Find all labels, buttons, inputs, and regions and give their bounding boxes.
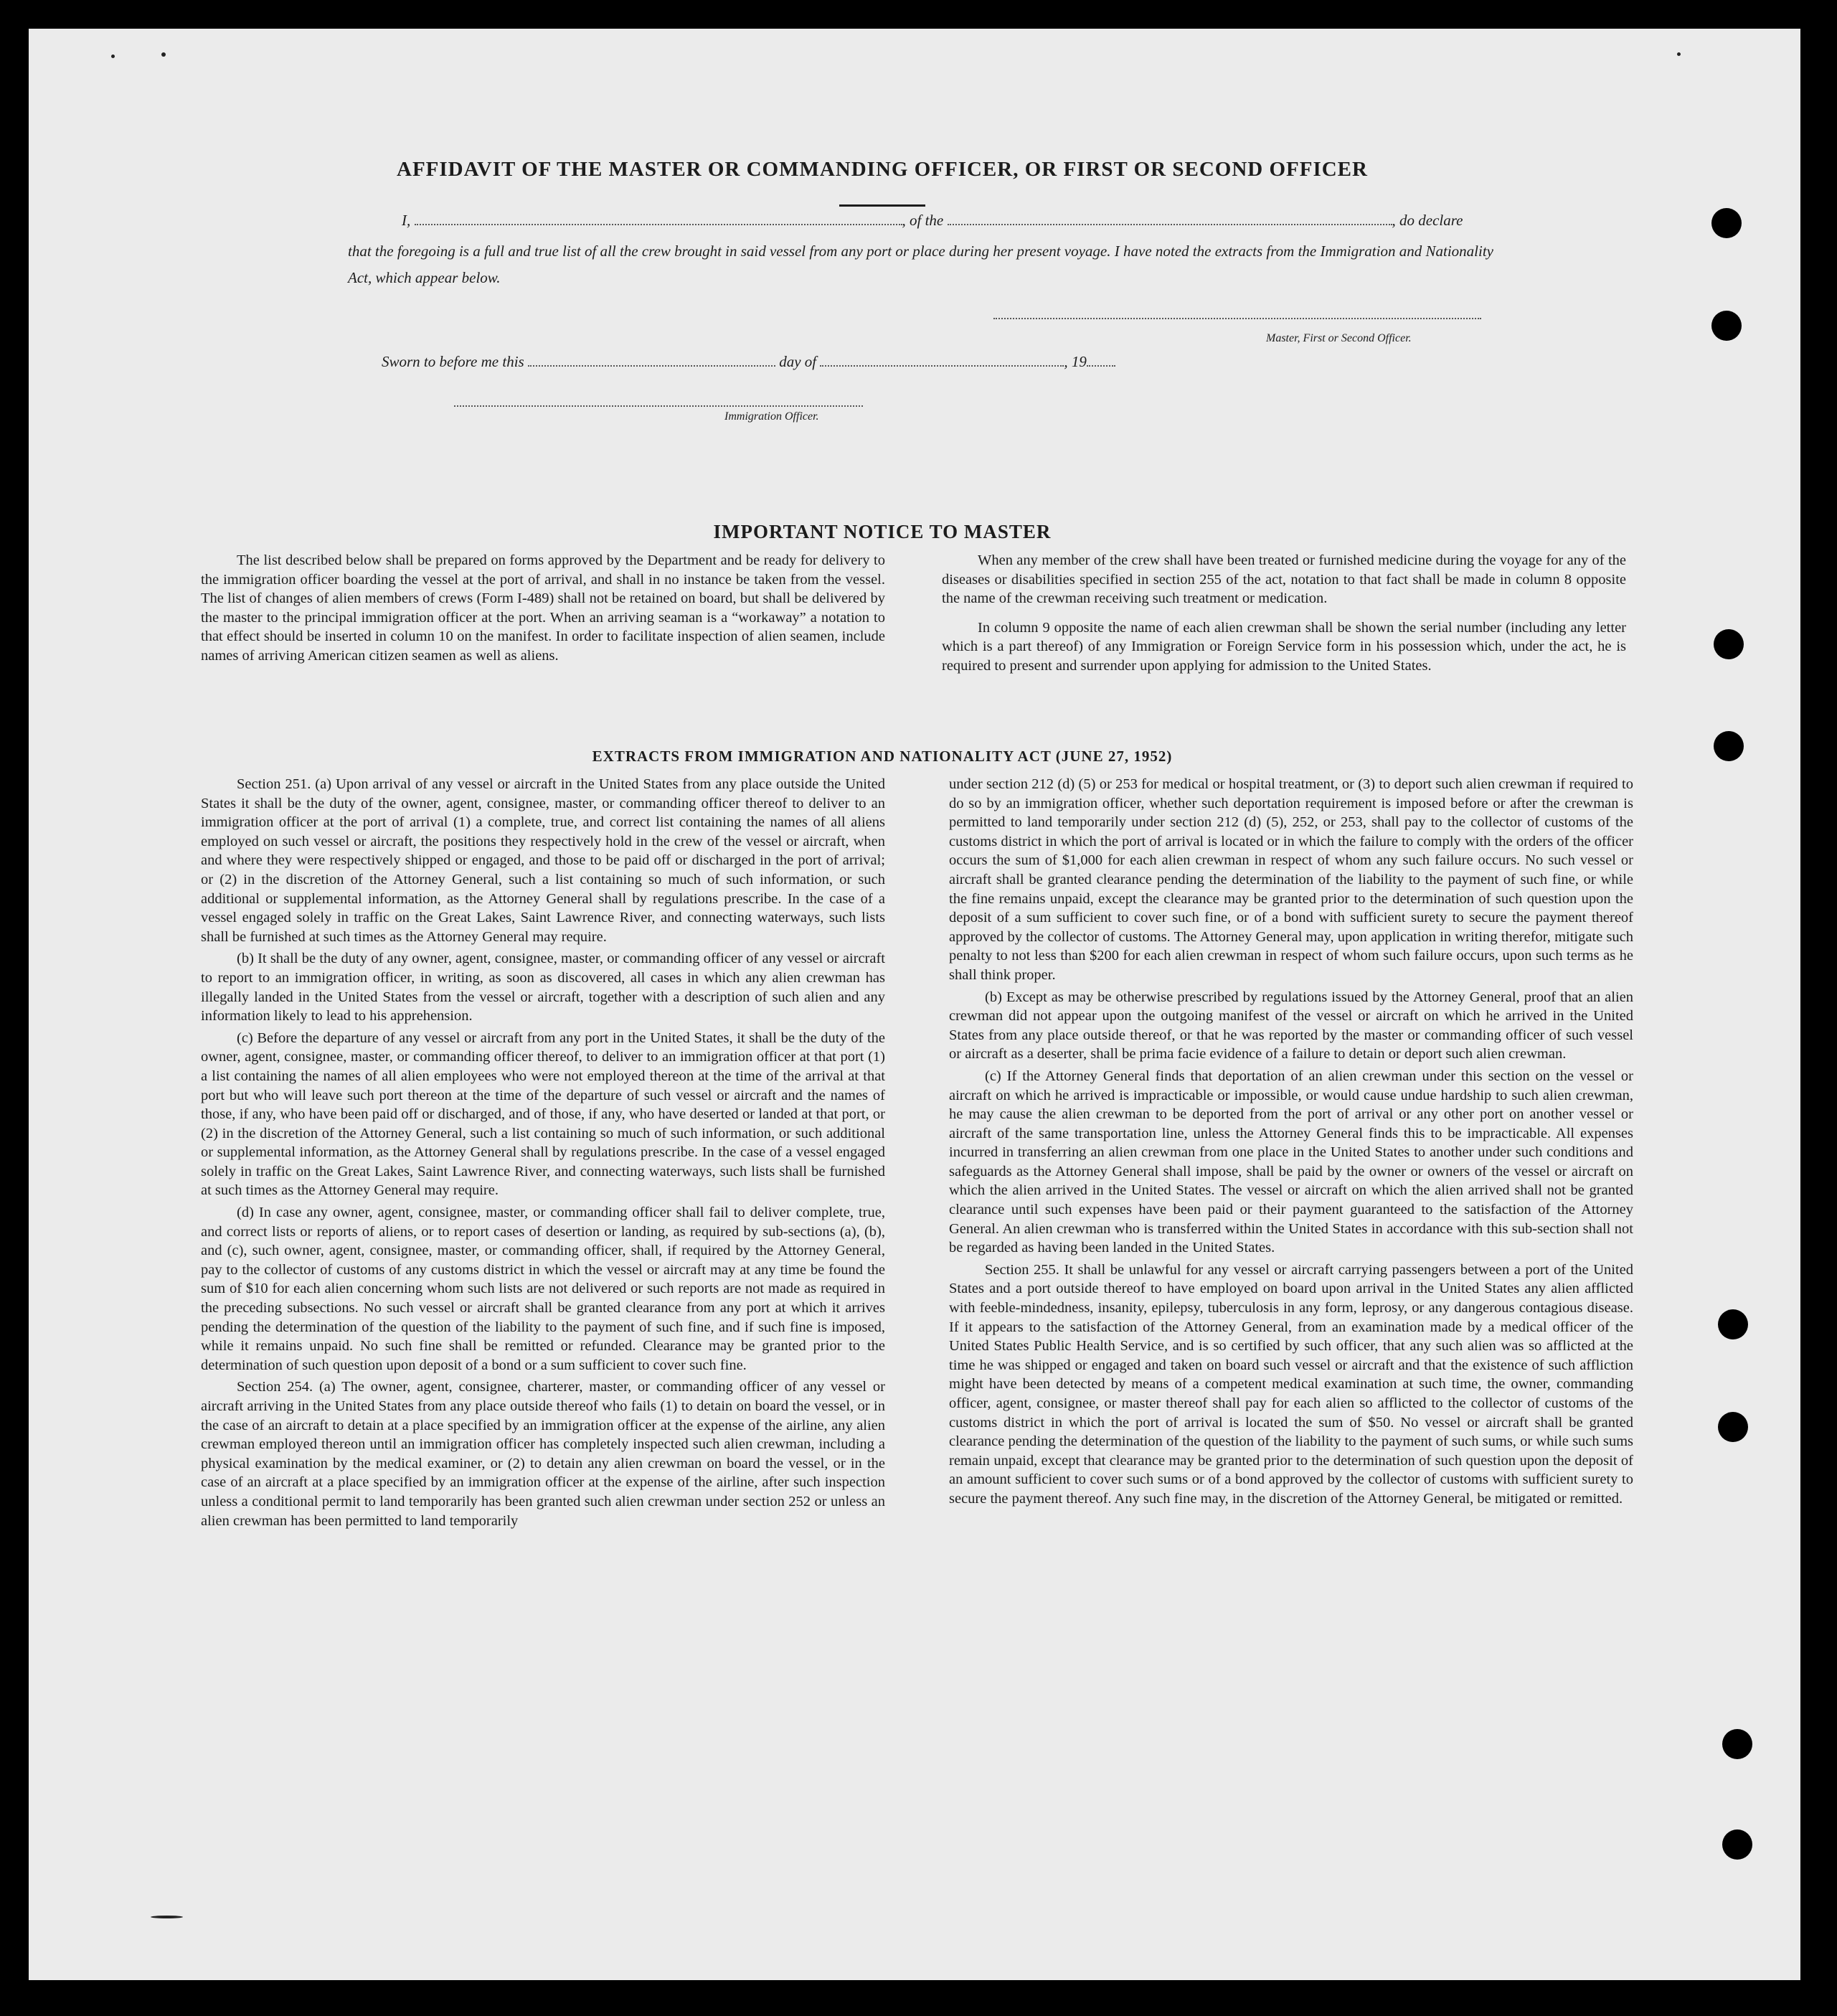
extracts-left-column	[201, 775, 885, 1533]
affidavit-title: AFFIDAVIT OF THE MASTER OR COMMANDING OFFICER, OR FIRST OR SECOND OFFICER	[397, 158, 1368, 181]
master-signature-caption: Master, First or Second Officer.	[1266, 332, 1412, 344]
sworn-month-blank[interactable]	[820, 365, 1064, 367]
extract-paragraph: (d) In case any owner, agent, consignee, master, or commanding officer shall fail to deliver complete, true, and correct lists or reports of aliens, or to report cases of desertion or landing, as required by sub-sections (a), (b), and (c), such owner, agent, consignee, master, or commanding officer, shall, if required by the Attorney General, pay to the collector of customs of any customs district in which the vessel or aircraft may at any time be found the sum of $10 for each alien concerning whom such lists are not delivered or such reports are not made as required in the preceding subsections. No such vessel or aircraft shall be granted clearance from any port at which it arrives pending the determination of the question of the liability to the payment of such fine, and if such fine is imposed, while it remains unpaid. No such fine shall be remitted or refunded. Clearance may be granted prior to the determination of such question upon deposit of a bond or a sum sufficient to cover such fine.	[201, 1205, 885, 1373]
declaration-of-the: , of the	[902, 212, 944, 229]
sworn-line	[382, 353, 1314, 371]
sworn-day-blank[interactable]	[528, 365, 775, 367]
extract-paragraph: Section 255. It shall be unlawful for any vessel or aircraft carrying passengers between a port of the United States and a port outside thereof to have employed on board upon arrival in the United States any alien afflicted with feeble-mindedness, insanity, epilepsy, tuberculosis in any form, leprosy, or any dangerous contagious disease. If it appears to the satisfaction of the Attorney General, from an examination made by a medical officer of the United States Public Health Service, and is so certified by such officer, that any such alien was so afflicted at the time he was shipped or engaged and taken on board such vessel or aircraft and that the existence of such affliction might have been detected by means of a competent medical examination at such time, the owner, commanding officer, agent, consignee, or master thereof shall pay for each alien so afflicted to the collector of customs of the customs district in which the port of arrival is located the sum of $50. No vessel or aircraft shall be granted clearance pending the determination of the question of the liability to the payment of such sums, or while such sums remain unpaid, except that clearance may be granted prior to the determination of such question upon the deposit of an amount sufficient to cover such sums or of a bond approved by the collector of customs with sufficient surety to secure the payment thereof. Any such fine may, in the discretion of the Attorney General, be mitigated or remitted.	[949, 1261, 1633, 1507]
notice-left-column	[201, 551, 885, 669]
form-page	[29, 29, 1800, 1980]
extract-paragraph: under section 212 (d) (5) or 253 for medical or hospital treatment, or (3) to deport such alien crewman if required to do so by an immigration officer, whether such deportation requirement is imposed before or after the crewman is permitted to land temporarily under section 212 (d) (5), 252, or 253, shall pay to the collector of customs of the customs district in which the port of arrival is located or in which the failure to comply with the orders of the officer occurs the sum of $1,000 for each alien crewman in respect of whom any such failure occurs. No such vessel or aircraft shall be granted clearance pending the determination of the liability to the payment of such fine, or while the fine remains unpaid, except the clearance may be granted prior to the determination of such question upon the deposit of a sum sufficient to cover such fine, or of a bond with sufficient surety to secure the payment thereof approved by the collector of customs. The Attorney General may, upon application in writing therefor, mitigate such penalty to not less than $200 for each alien crewman in respect of whom such failure occurs, upon such terms as he shall think proper.	[949, 776, 1633, 983]
extracts-title: EXTRACTS FROM IMMIGRATION AND NATIONALITY ACT (JUNE 27, 1952)	[592, 748, 1173, 765]
officer-signature-caption: Immigration Officer.	[724, 410, 819, 423]
officer-signature-line[interactable]	[454, 405, 863, 407]
sworn-year-label: , 19	[1064, 353, 1087, 370]
declaration-statement: that the foregoing is a full and true list of all the crew brought in said vessel from any port or place during her present voyage. I have noted the extracts from the Immigration and Nationality Act, which appear below.	[348, 242, 1493, 286]
sworn-year-blank[interactable]	[1087, 365, 1115, 367]
notice-title: IMPORTANT NOTICE TO MASTER	[713, 521, 1052, 542]
extract-paragraph: Section 254. (a) The owner, agent, consignee, charterer, master, or commanding officer of any vessel or aircraft arriving in the United States from any place outside thereof who fails (1) to detain on board the vessel, or in the case of an aircraft to detain at a place specified by an immigration officer at the expense of the airline, any alien crewman employed thereon until an immigration officer has completely inspected such alien crewman, including a physical examination by the medical examiner, or (2) to detain any alien crewman on board the vessel, or in the case of an aircraft at a place specified by an immigration officer at the expense of the airline, after such inspection unless a conditional permit to land temporarily has been granted such alien crewman under section 252 or unless an alien crewman has been permitted to land temporarily	[201, 1379, 885, 1529]
extract-paragraph: (b) It shall be the duty of any owner, agent, consignee, master, or commanding officer of any vessel or aircraft to report to an immigration officer, in writing, as soon as discovered, all cases in which any alien crewman has illegally landed in the United States from the vessel or aircraft, together with a description of such alien and any information likely to lead to his apprehension.	[201, 951, 885, 1025]
master-signature-line[interactable]	[993, 318, 1481, 319]
extract-paragraph: (c) Before the departure of any vessel or aircraft from any port in the United States, it shall be the duty of the owner, agent, consignee, master, or commanding officer thereof, to deliver to an immigration officer at that port (1) a list containing the names of all alien employees who were not employed thereon at the time of the arrival at that port but who will leave such port thereon at the time of the departure of such vessel or aircraft and the names of those, if any, who have been paid off or discharged, and of those, if any, who have deserted or landed at that port, or (2) in the discretion of the Attorney General, such a list containing so much of such information, or such additional or supplemental information, as the Attorney General shall by regulations prescribe. In the case of a vessel engaged solely in traffic on the Great Lakes, Saint Lawrence River, and connecting waterways, such lists shall be furnished at such times as the Attorney General may require.	[201, 1030, 885, 1199]
notice-paragraph: The list described below shall be prepared on forms approved by the Department and be ready for delivery to the immigration officer boarding the vessel at the port of arrival, and shall in no instance be taken from the vessel. The list of changes of alien members of crews (Form I-489) shall not be retained on board, but shall be delivered by the master to the principal immigration officer at the port. When an arriving seaman is a “workaway” a notation to that effect should be inserted in column 10 on the manifest. In order to facilitate inspection of alien seamen, include names of arriving American citizen seamen as well as aliens.	[201, 552, 885, 664]
notice-paragraph: When any member of the crew shall have been treated or furnished medicine during the voyage for any of the diseases or disabilities specified in section 255 of the act, notation to that fact shall be made in column 8 opposite the name of the crewman receiving such treatment or medication.	[942, 552, 1626, 607]
vessel-blank[interactable]	[948, 224, 1392, 225]
sworn-day-of: day of	[779, 353, 817, 370]
declaration-end: , do declare	[1392, 212, 1463, 229]
extract-paragraph: Section 251. (a) Upon arrival of any vessel or aircraft in the United States from any place outside the United States it shall be the duty of the owner, agent, consignee, master, or commanding officer thereof to deliver to an immigration officer at the port of arrival (1) a complete, true, and correct list containing the names of all aliens employed on such vessel or aircraft, the positions they respectively hold in the crew of the vessel or aircraft, when and where they were respectively shipped or engaged, and those to be paid off or discharged in the port of arrival; or (2) in the discretion of the Attorney General, such a list containing so much of such information, or such additional or supplemental information, as the Attorney General shall by regulations prescribe. In the case of a vessel engaged solely in traffic on the Great Lakes, Saint Lawrence River, and connecting waterways, such lists shall be furnished at such times as the Attorney General may require.	[201, 776, 885, 945]
declaration-i: I,	[402, 212, 411, 229]
declaration-line	[402, 212, 1513, 230]
sworn-label: Sworn to before me this	[382, 353, 524, 370]
extract-paragraph: (c) If the Attorney General finds that deportation of an alien crewman under this section on the vessel or aircraft on which he arrived is impracticable or impossible, or would cause undue hardship to such alien crewman, he may cause the alien crewman to be deported from the port of arrival or any other port on another vessel or aircraft of the same transportation line, unless the Attorney General finds this to be impracticable. All expenses incurred in transferring an alien crewman from one place in the United States to another under such conditions and safeguards as the Attorney General shall impose, shall be paid by the owner or owners of the vessel or aircraft on which the alien arrived in the United States. The vessel or aircraft on which the alien arrived shall not be granted clearance until such expenses have been paid or their payment guaranteed to the satisfaction of the Attorney General. An alien crewman who is transferred within the United States in accordance with this sub-section shall not be regarded as having been landed in the United States.	[949, 1068, 1633, 1256]
extracts-right-column	[949, 775, 1633, 1512]
name-blank[interactable]	[415, 224, 902, 225]
title-rule	[839, 204, 925, 207]
notice-paragraph: In column 9 opposite the name of each alien crewman shall be shown the serial number (including any letter which is a part thereof) of any Immigration or Foreign Service form in his possession which, under the act, he is required to present and surrender upon applying for admission to the United States.	[942, 619, 1626, 674]
extract-paragraph: (b) Except as may be otherwise prescribed by regulations issued by the Attorney General, proof that an alien crewman did not appear upon the outgoing manifest of the vessel or aircraft on which he arrived in the United States from any place outside thereof, or that he was reported by the master or commanding officer of such vessel or aircraft as a deserter, shall be prima facie evidence of a failure to detain or deport such alien crewman.	[949, 989, 1633, 1063]
notice-right-column	[942, 551, 1626, 679]
